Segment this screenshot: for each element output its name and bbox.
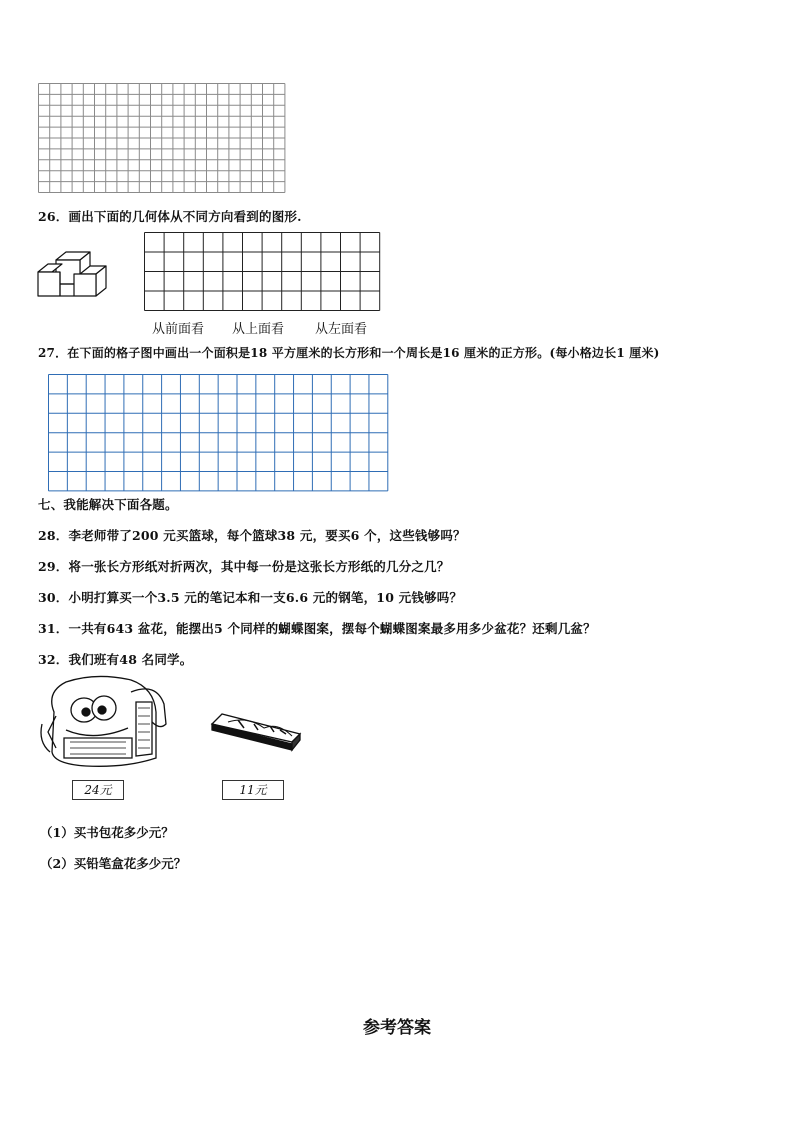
question-30: 30．小明打算买一个3.5 元的笔记本和一支6.6 元的钢笔，10 元钱够吗？ — [38, 590, 463, 605]
left-view-label: 从左面看 — [315, 322, 368, 337]
section-7-heading: 七、我能解决下面各题。 — [38, 497, 178, 512]
pencil-case-price-tag — [222, 780, 284, 800]
backpack-price: 24元 — [84, 783, 112, 797]
area-grid — [48, 374, 390, 492]
top-view-label: 从上面看 — [232, 322, 285, 337]
question-29: 29．将一张长方形纸对折两次，其中每一份是这张长方形纸的几分之几？ — [38, 559, 450, 574]
question-32: 32．我们班有48 名同学。 — [38, 652, 193, 667]
question-27: 27．在下面的格子图中画出一个面积是18 平方厘米的长方形和一个周长是16 厘米的正方形。(每小格边长1 厘米) — [38, 346, 660, 360]
question-28: 28．李老师带了200 元买篮球，每个篮球38 元，要买6 个，这些钱够吗？ — [38, 528, 466, 543]
question-26: 26．画出下面的几何体从不同方向看到的图形. — [38, 209, 302, 224]
front-view-label: 从前面看 — [152, 322, 205, 337]
top-answer-grid — [38, 83, 287, 195]
cube-solid-figure — [36, 250, 108, 300]
answer-heading: 参考答案 — [363, 1018, 431, 1038]
pencil-case-illustration — [208, 712, 304, 752]
backpack-price-tag — [72, 780, 124, 800]
pencil-case-price: 11元 — [239, 783, 267, 797]
question-32-part-1: （1）买书包花多少元？ — [40, 825, 174, 840]
question-32-part-2: （2）买铅笔盒花多少元？ — [40, 856, 187, 871]
backpack-illustration — [36, 672, 170, 772]
view-drawing-grid — [144, 232, 382, 314]
question-31: 31．一共有643 盆花，能摆出5 个同样的蝴蝶图案，摆每个蝴蝶图案最多用多少盆花？还剩几盆？ — [38, 621, 596, 636]
